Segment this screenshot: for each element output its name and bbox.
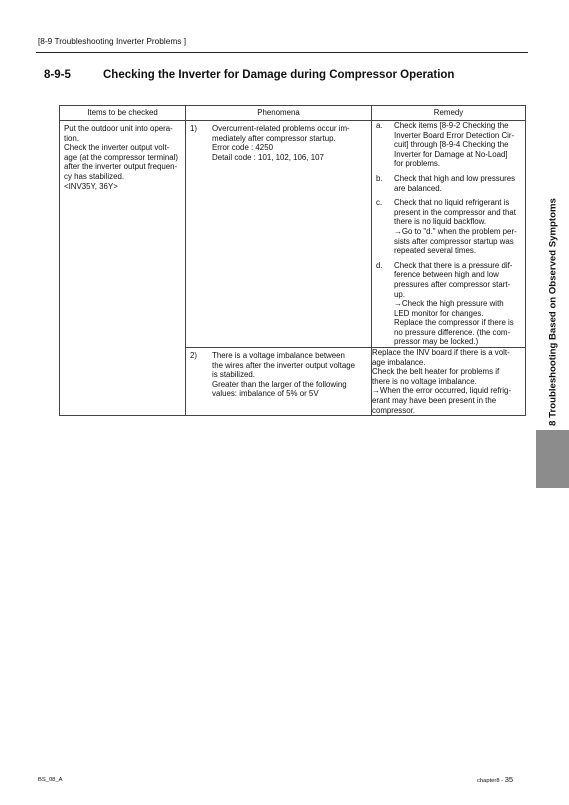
remedy-cell <box>372 348 526 416</box>
remedy-line: Check that high and low pressures <box>394 173 516 183</box>
items-to-check-cell <box>60 121 186 416</box>
remedy-cell <box>372 121 526 348</box>
remedy-line: there is no liquid backflow. <box>394 217 487 227</box>
remedy-line: there is no voltage imbalance. <box>372 376 477 386</box>
items-line: Check the inverter output volt- <box>64 143 170 153</box>
phenomenon-number: 1) <box>190 124 198 133</box>
breadcrumb: [8-9 Troubleshooting Inverter Problems ] <box>38 36 187 46</box>
phenomenon-cell <box>186 348 372 416</box>
remedy-item <box>372 174 525 193</box>
remedy-line: no pressure difference. (the com- <box>394 327 511 337</box>
column-header-phenomena: Phenomena <box>186 106 372 121</box>
error-code: Error code : 4250 <box>212 143 273 153</box>
phenomenon-line: Overcurrent-related problems occur im- <box>212 124 350 133</box>
remedy-line: Check the belt heater for problems if <box>372 367 500 377</box>
footer-page-number <box>477 775 513 784</box>
remedy-letter: a. <box>376 121 383 130</box>
remedy-line: Inverter Board Error Detection Cir- <box>394 130 515 140</box>
items-line: age (at the compressor terminal) <box>64 152 179 162</box>
troubleshooting-table <box>59 105 526 416</box>
remedy-line: cuit] through [8-9-4 Checking the <box>394 140 509 150</box>
chapter-side-title <box>547 196 559 428</box>
table-header-row <box>60 106 526 121</box>
remedy-line: LED monitor for changes. <box>394 308 484 318</box>
remedy-line: →When the error occurred, liquid refrig- <box>372 386 512 396</box>
remedy-line: are balanced. <box>394 183 442 193</box>
remedy-line: pressor may be locked.) <box>394 337 479 347</box>
remedy-line: erant may have been present in the <box>372 396 497 406</box>
remedy-line: Check that no liquid refrigerant is <box>394 198 510 208</box>
phenomenon-line: There is a voltage imbalance between <box>212 351 345 361</box>
remedy-item <box>372 198 525 256</box>
remedy-line: present in the compressor and that <box>394 207 516 217</box>
phenomenon-number: 2) <box>190 351 198 361</box>
footer-page-prefix: chapter8 - <box>477 778 505 784</box>
table-row <box>60 121 526 348</box>
phenomenon-line: mediately after compressor startup. <box>212 133 336 143</box>
chapter-thumb-tab <box>536 430 569 488</box>
remedy-line: →Go to "d." when the problem per- <box>394 226 517 236</box>
items-line: <INV35Y, 36Y> <box>64 181 118 191</box>
phenomenon-line: is stabilized. <box>212 370 255 380</box>
remedy-item <box>372 121 525 169</box>
remedy-letter: c. <box>376 198 383 208</box>
items-line: after the inverter output frequen- <box>64 162 178 172</box>
remedy-line: sists after compressor startup was <box>394 236 514 246</box>
phenomenon-cell <box>186 121 372 348</box>
remedy-letter: d. <box>376 260 383 270</box>
remedy-line: Inverter for Damage at No-Load] <box>394 149 508 159</box>
chapter-side-title-text: 8 Troubleshooting Based on Observed Symptoms <box>547 198 559 426</box>
footer-doc-code: BS_08_A <box>38 777 63 783</box>
remedy-line: →Check the high pressure with <box>394 299 504 309</box>
remedy-line: ference between high and low <box>394 270 499 280</box>
phenomenon-line: the wires after the inverter output voltage <box>212 360 355 370</box>
remedy-line: Check items [8-9-2 Checking the <box>394 121 509 130</box>
remedy-line: repeated several times. <box>394 246 477 256</box>
remedy-line: Replace the compressor if there is <box>394 318 514 328</box>
column-header-remedy: Remedy <box>372 106 526 121</box>
remedy-item <box>372 261 525 347</box>
remedy-letter: b. <box>376 173 383 183</box>
page-number: 35 <box>504 775 514 784</box>
remedy-line: up. <box>394 289 405 299</box>
remedy-line: for problems. <box>394 159 441 169</box>
column-header-items: Items to be checked <box>60 106 186 121</box>
items-line: Put the outdoor unit into opera- <box>64 124 173 133</box>
remedy-line: Replace the INV board if there is a volt- <box>372 348 510 358</box>
remedy-line: Check that there is a pressure dif- <box>394 260 513 270</box>
items-line: cy has stabilized. <box>64 171 125 181</box>
section-number: 8-9-5 <box>44 69 71 81</box>
items-line: tion. <box>64 133 79 143</box>
remedy-line: compressor. <box>372 405 415 415</box>
remedy-line: age imbalance. <box>372 357 426 367</box>
header-rule <box>36 52 528 53</box>
phenomenon-line: Greater than the larger of the following <box>212 379 347 389</box>
phenomenon-line: values: imbalance of 5% or 5V <box>212 389 319 399</box>
detail-code: Detail code : 101, 102, 106, 107 <box>212 152 324 162</box>
remedy-line: pressures after compressor start- <box>394 279 511 289</box>
section-title: Checking the Inverter for Damage during Compressor Operation <box>103 69 455 81</box>
